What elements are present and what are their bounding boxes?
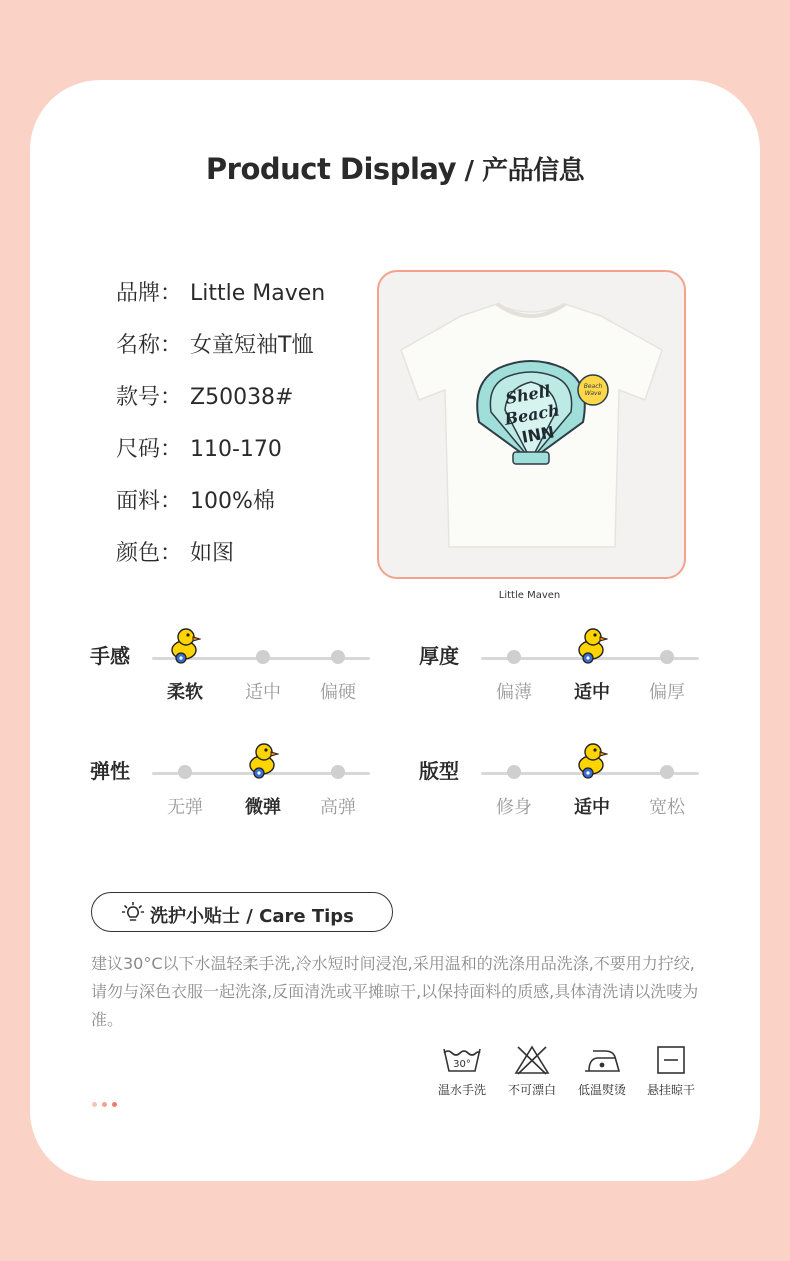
rating-option-label: 偏硬 bbox=[320, 682, 356, 703]
page-dot bbox=[102, 1102, 107, 1107]
info-row-name: 名称： 女童短袖T恤 bbox=[116, 333, 314, 358]
wash-label: 温水手洗 bbox=[437, 1083, 486, 1097]
duck-marker-icon bbox=[169, 626, 201, 664]
rating-dot bbox=[256, 650, 270, 664]
rating-dot bbox=[507, 765, 521, 779]
hand-wash-30-icon bbox=[427, 1045, 497, 1075]
duck-marker-icon bbox=[576, 741, 608, 779]
rating-dot bbox=[331, 650, 345, 664]
rating-option-label: 宽松 bbox=[649, 797, 685, 818]
rating-dot bbox=[660, 650, 674, 664]
product-image bbox=[377, 270, 686, 579]
lightbulb-icon bbox=[122, 902, 144, 924]
rating-option-label: 无弹 bbox=[167, 797, 203, 818]
wash-item-handwash bbox=[427, 1045, 497, 1098]
product-image-caption: Little Maven bbox=[498, 590, 561, 601]
rating-option-label: 适中 bbox=[245, 682, 281, 703]
rating-option-label: 偏薄 bbox=[496, 682, 532, 703]
wash-label: 低温熨烫 bbox=[577, 1083, 626, 1097]
rating-option-label: 微弹 bbox=[245, 797, 281, 818]
info-row-brand: 品牌： Little Maven bbox=[116, 281, 326, 306]
rating-option-label: 偏厚 bbox=[649, 682, 685, 703]
wash-item-line-dry bbox=[636, 1045, 706, 1098]
svg-text:Beach: Beach bbox=[503, 400, 561, 429]
info-row-style-no: 款号： Z50038# bbox=[116, 385, 294, 410]
rating-option-label: 适中 bbox=[574, 797, 610, 818]
rating-dot bbox=[507, 650, 521, 664]
rating-option-label: 高弹 bbox=[320, 797, 356, 818]
rating-option-label: 柔软 bbox=[167, 682, 203, 703]
rating-feel: 手感 柔软 适中 偏硬 bbox=[90, 630, 400, 720]
info-row-color: 颜色： 如图 bbox=[116, 541, 235, 566]
page-dots bbox=[92, 1092, 122, 1111]
svg-text:Beach: Beach bbox=[583, 383, 603, 390]
info-row-fabric: 面料： 100%棉 bbox=[116, 489, 275, 514]
rating-dot bbox=[331, 765, 345, 779]
rating-fit: 版型 修身 适中 宽松 bbox=[419, 745, 729, 835]
rating-thickness: 厚度 偏薄 适中 偏厚 bbox=[419, 630, 729, 720]
care-tips-title: 洗护小贴士 / Care Tips bbox=[150, 906, 354, 927]
duck-marker-icon bbox=[576, 626, 608, 664]
svg-text:INN: INN bbox=[520, 422, 556, 447]
care-instructions: 建议30°C以下水温轻柔手洗,冷水短时间浸泡,采用温和的洗涤用品洗涤,不要用力拧绞,请勿与深色衣服一起洗涤,反面清洗或平摊晾干,以保持面料的质感,具体清洗请以洗唛为准。 bbox=[91, 954, 699, 1029]
rating-elasticity: 弹性 无弹 微弹 高弹 bbox=[90, 745, 400, 835]
info-row-size: 尺码： 110-170 bbox=[116, 437, 282, 462]
no-bleach-icon bbox=[497, 1045, 567, 1075]
duck-marker-icon bbox=[247, 741, 279, 779]
rating-dot bbox=[660, 765, 674, 779]
wash-label: 不可漂白 bbox=[507, 1083, 556, 1097]
svg-text:Shell: Shell bbox=[503, 381, 553, 408]
rating-option-label: 修身 bbox=[496, 797, 532, 818]
wash-label: 悬挂晾干 bbox=[646, 1083, 695, 1097]
page-dot bbox=[92, 1102, 97, 1107]
low-iron-icon bbox=[567, 1045, 637, 1075]
rating-option-label: 适中 bbox=[574, 682, 610, 703]
care-tips-header bbox=[91, 892, 393, 932]
rating-dot bbox=[178, 765, 192, 779]
wash-item-low-iron bbox=[567, 1045, 637, 1098]
line-dry-icon bbox=[636, 1045, 706, 1075]
page-title: Product Display / 产品信息 bbox=[205, 152, 585, 186]
svg-text:Wave: Wave bbox=[584, 390, 602, 397]
svg-text:30°: 30° bbox=[453, 1059, 471, 1070]
wash-item-no-bleach bbox=[497, 1045, 567, 1098]
page-dot bbox=[112, 1102, 117, 1107]
